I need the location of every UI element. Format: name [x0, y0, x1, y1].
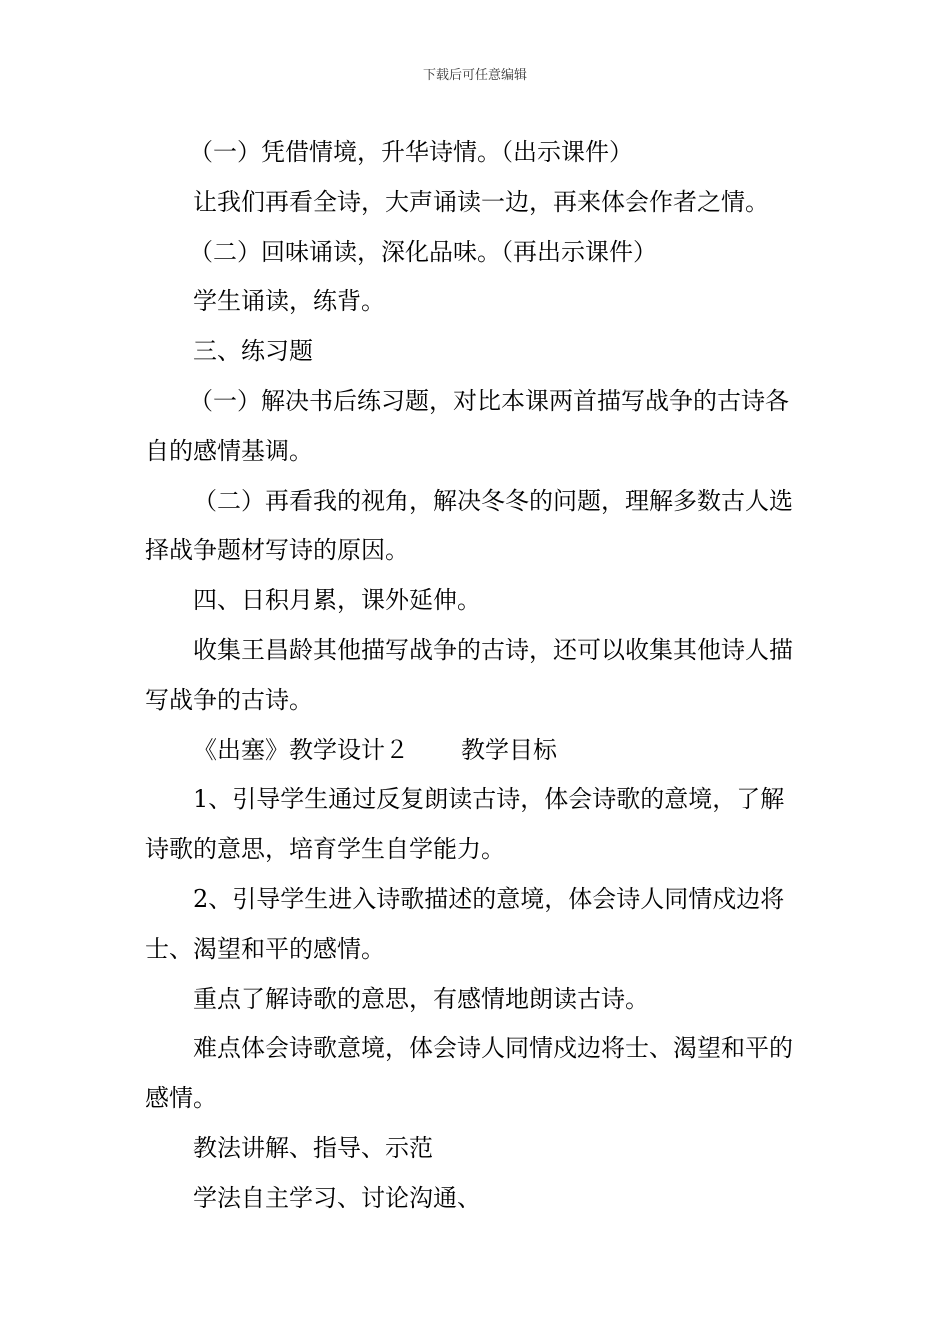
section-title: [145, 726, 807, 776]
paragraph: 学法自主学习、讨论沟通、: [193, 1183, 481, 1212]
paragraph: （二）回味诵读，深化品味。（再出示课件）: [189, 237, 657, 266]
paragraph: 学生诵读，练背。: [193, 287, 385, 316]
paragraph: 1、引导学生通过反复朗读古诗，体会诗歌的意境，了解诗歌的意思，培育学生自学能力。: [145, 785, 785, 864]
paragraph: 教法讲解、指导、示范: [193, 1133, 433, 1162]
paragraph: 重点了解诗歌的意思，有感情地朗读古诗。: [193, 984, 649, 1013]
document-body: [145, 128, 807, 1224]
paragraph: 让我们再看全诗，大声诵读一边，再来体会作者之情。: [193, 187, 769, 216]
section-title-left: 《出塞》教学设计２: [193, 735, 409, 764]
paragraph: （二）再看我的视角，解决冬冬的问题，理解多数古人选择战争题材写诗的原因。: [145, 486, 793, 565]
paragraph: 收集王昌龄其他描写战争的古诗，还可以收集其他诗人描写战争的古诗。: [145, 635, 793, 714]
paragraph: 2、引导学生进入诗歌描述的意境，体会诗人同情戍边将士、渴望和平的感情。: [145, 884, 785, 963]
paragraph: （一）凭借情境，升华诗情。（出示课件）: [189, 138, 633, 166]
section-title-right: 教学目标: [461, 735, 557, 764]
page-header: 下载后可任意编辑: [422, 68, 527, 83]
paragraph: （一）解决书后练习题，对比本课两首描写战争的古诗各自的感情基调。: [145, 386, 789, 465]
paragraph: 难点体会诗歌意境，体会诗人同情戍边将士、渴望和平的感情。: [145, 1034, 793, 1113]
section-heading: 四、日积月累，课外延伸。: [193, 586, 481, 615]
section-heading: 三、练习题: [193, 337, 313, 366]
